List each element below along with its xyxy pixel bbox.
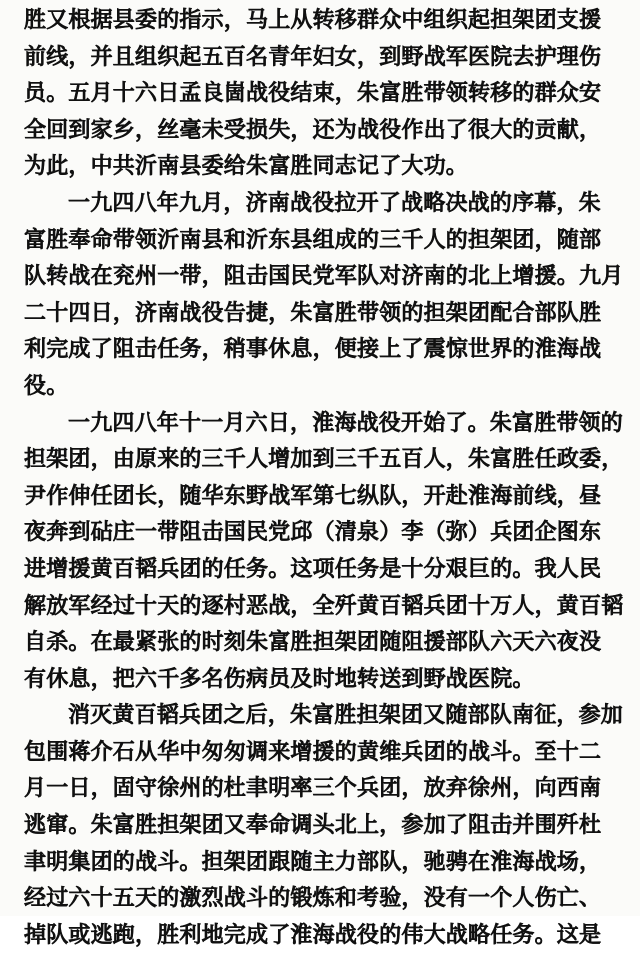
text-line: 富胜奉命带领沂南县和沂东县组成的三千人的担架团，随部	[24, 226, 602, 253]
text-line: 进增援黄百韬兵团的任务。这项任务是十分艰巨的。我人民	[24, 555, 602, 582]
text-line: 聿明集团的战斗。担架团跟随主力部队，驰骋在淮海战场，	[24, 848, 602, 875]
text-line: 前线，并且组织起五百名青年妇女，到野战军医院去护理伤	[24, 43, 602, 70]
paragraph-first-line: 一九四八年九月，济南战役拉开了战略决战的序幕，朱	[68, 189, 601, 216]
text-line: 役。	[24, 372, 69, 399]
paragraph-first-line: 一九四八年十一月六日，淮海战役开始了。朱富胜带领的	[68, 409, 624, 436]
body-text	[24, 2, 624, 953]
text-line: 有休息，把六千多名伤病员及时地转送到野战医院。	[24, 665, 535, 692]
text-line: 尹作伸任团长，随华东野战军第七纵队，开赴淮海前线，昼	[24, 482, 602, 509]
text-line: 利完成了阻击任务，稍事休息，便接上了震惊世界的淮海战	[24, 336, 602, 363]
text-line: 二十四日，济南战役告捷，朱富胜带领的担架团配合部队胜	[24, 299, 602, 326]
text-line: 担架团，由原来的三千人增加到三千五百人，朱富胜任政委，	[24, 446, 624, 473]
text-line: 夜奔到砧庄一带阻击国民党邱（清泉）李（弥）兵团企图东	[24, 519, 602, 546]
text-line: 胜又根据县委的指示，马上从转移群众中组织起担架团支援	[24, 7, 602, 33]
paragraph-first-line: 消灭黄百韬兵团之后，朱富胜担架团又随部队南征，参加	[68, 702, 624, 729]
text-line: 月一日，固守徐州的杜聿明率三个兵团，放弃徐州，向西南	[24, 775, 602, 802]
text-line: 队转战在兖州一带，阻击国民党军队对济南的北上增援。九月	[24, 263, 624, 290]
text-line: 包围蒋介石从华中匆匆调来增援的黄维兵团的战斗。至十二	[24, 738, 602, 765]
text-line: 逃窜。朱富胜担架团又奉命调头北上，参加了阻击并围歼杜	[24, 812, 602, 839]
text-line: 经过六十五天的激烈战斗的锻炼和考验，没有一个人伤亡、	[24, 885, 602, 912]
text-line: 掉队或逃跑，胜利地完成了淮海战役的伟大战略任务。这是	[24, 921, 602, 948]
text-line: 员。五月十六日孟良崮战役结束，朱富胜带领转移的群众安	[24, 80, 602, 107]
text-line: 自杀。在最紧张的时刻朱富胜担架团随阻援部队六天六夜没	[24, 629, 602, 656]
text-line: 为此，中共沂南县委给朱富胜同志记了大功。	[24, 153, 469, 180]
text-line: 解放军经过十天的逐村恶战，全歼黄百韬兵团十万人，黄百韬	[24, 592, 624, 619]
text-line: 全回到家乡，丝毫未受损失，还为战役作出了很大的贡献，	[24, 116, 602, 143]
